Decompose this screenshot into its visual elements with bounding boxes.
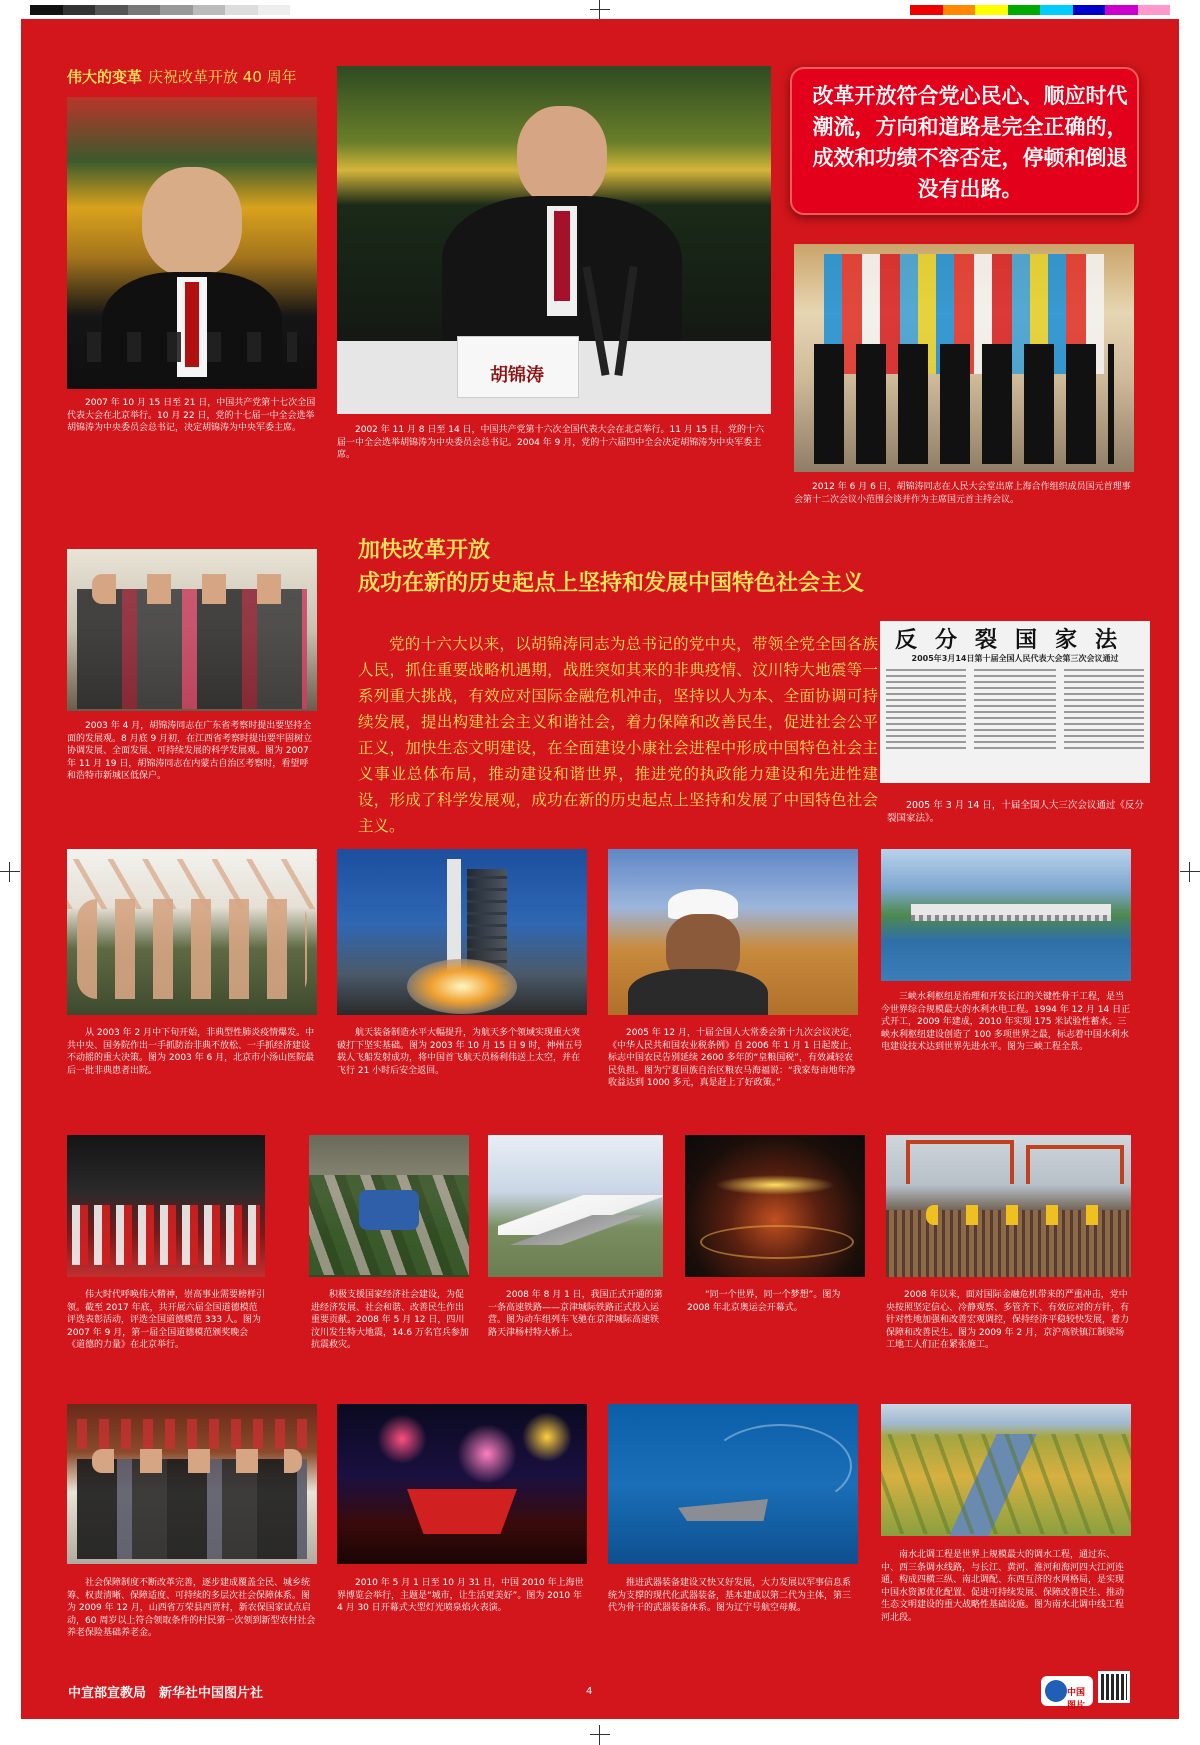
photo-hu-17th-congress bbox=[67, 97, 317, 389]
photo-sars-discharge bbox=[67, 849, 317, 1015]
caption-p2: 2002 年 11 月 8 日至 14 日，中国共产党第十六次全国代表大会在北京举行。11 月 15 日，党的十六届一中全会选举胡锦涛为中央委员会总书记。2004 年 9 月，党的十六届四中全会决定胡锦涛为中央军委主席。 bbox=[337, 425, 765, 460]
gray-registration-bar bbox=[30, 5, 290, 15]
caption-p11: 2008 年 8 月 1 日，我国正式开通的第一条高速铁路——京津城际铁路正式投入运营。图为动车组列车飞驰在京津城际高速铁路天津杨村特大桥上。 bbox=[488, 1290, 663, 1338]
photo-three-gorges-dam bbox=[881, 849, 1131, 981]
caption-p15: 2010 年 5 月 1 日至 10 月 31 日，中国 2010 年上海世界博览会举行，主题是“城市，让生活更美好”。图为 2010 年 4 月 30 日开幕式大型灯光喷泉焰火表演。 bbox=[337, 1578, 584, 1613]
newspaper-title: 反分裂国家法 bbox=[894, 627, 1135, 653]
newspaper-subtitle: 2005年3月14日第十届全国人民代表大会第三次会议通过 bbox=[911, 654, 1119, 663]
newspaper-column bbox=[886, 669, 966, 775]
quote-text: 改革开放符合党心民心、顺应时代潮流，方向和道路是完全正确的，成效和功绩不容否定，停顿和倒退没有出路。 bbox=[812, 84, 1128, 201]
qr-code-icon bbox=[1098, 1671, 1130, 1703]
photo-pension-villagers bbox=[67, 1404, 317, 1564]
caption-p14: 社会保障制度不断改革完善，逐步建成覆盖全民、城乡统筹、权责清晰、保障适度、可持续的多层次社会保障体系。图为 2009 年 12 月，山西省万荣县西贾村，新农保国家试点启动，60 周岁以上符合领取条件的村民第一次领到新型农村社会养老保险基础养老金。 bbox=[67, 1578, 316, 1638]
photo-hu-visit-family bbox=[67, 549, 317, 711]
newspaper-anti-secession-law bbox=[880, 621, 1150, 783]
caption-p17: 南水北调工程是世界上规模最大的调水工程，通过东、中、西三条调水线路，与长江、黄河、淮河和海河四大江河连通，构成四横三纵、南北调配、东西互济的水网格局，是实现中国水资源优化配置、促进可持续发展、保障改善民生、推动生态文明建设的重大战略性基础设施。图为南水北调中线工程河北段。 bbox=[881, 1550, 1125, 1623]
page-number: 4 bbox=[586, 1686, 593, 1697]
caption-p10: 积极支援国家经济社会建设，为促进经济发展、社会和谐、改善民生作出重要贡献。2008 年 5 月 12 日，四川汶川发生特大地震，14.6 万名官兵参加抗震救灾。 bbox=[311, 1290, 469, 1350]
section-headline-1: 加快改革开放 bbox=[358, 537, 491, 563]
caption-p7: 2005 年 12 月，十届全国人大常委会第十九次会议决定，《中华人民共和国农业税条例》自 2006 年 1 月 1 日起废止，标志中国农民告别延续 2600 多年的“皇粮国税”，有效减轻农民负担。图为宁夏回族自治区粮农马海福说：“我家每亩地年净收益达到 1000 多元，真是赶上了好政策。” bbox=[608, 1028, 858, 1088]
newspaper-column bbox=[1064, 669, 1144, 775]
caption-p16: 推进武器装备建设又快又好发展，大力发展以军事信息系统为支撑的现代化武器装备，基本建成以第二代为主体，第三代为骨干的武器装备体系。图为辽宁号航空母舰。 bbox=[608, 1578, 852, 1613]
photo-moral-models-ceremony bbox=[67, 1135, 265, 1277]
photo-sco-summit bbox=[794, 244, 1134, 472]
photo-shenzhou-5-launch bbox=[337, 849, 587, 1015]
caption-p9: 伟大时代呼唤伟大精神，崇高事业需要榜样引领。截至 2017 年底，共开展六届全国道德模范评选表彰活动，评选全国道德模范 333 人。图为 2007 年 9 月，第一届全国道德模范颁奖晚会《道德的力量》在北京举行。 bbox=[67, 1290, 266, 1350]
caption-p8: 三峡水利枢纽是治理和开发长江的关键性骨干工程，是当今世界综合规模最大的水利水电工程。1994 年 12 月 14 日正式开工，2009 年建成，2010 年实现 175 米试验性蓄水。三峡水利枢纽建设创造了 100 多项世界之最，标志着中国水利水电建设技术达到世界先进水平。图为三峡工程全景。 bbox=[881, 992, 1131, 1052]
crop-mark-icon bbox=[590, 0, 610, 20]
section-headline-2: 成功在新的历史起点上坚持和发展中国特色社会主义 bbox=[358, 570, 865, 596]
logo-text: 中国图片 bbox=[1067, 1688, 1086, 1711]
photo-hu-16th-congress bbox=[337, 66, 771, 414]
cnsphoto-logo-icon bbox=[1041, 1676, 1093, 1711]
photo-beijing-olympics bbox=[685, 1135, 865, 1277]
caption-p1: 2007 年 10 月 15 日至 21 日，中国共产党第十七次全国代表大会在北京举行。10 月 22 日，党的十七届一中全会选举胡锦涛为中央委员会总书记，决定胡锦涛为中央军委主席。 bbox=[67, 398, 316, 433]
newspaper-column bbox=[974, 669, 1056, 775]
header-title: 伟大的变革 bbox=[67, 68, 143, 86]
photo-south-north-water-diversion bbox=[881, 1404, 1131, 1536]
photo-earthquake-rescue bbox=[309, 1135, 469, 1277]
caption-p13: 2008 年以来，面对国际金融危机带来的严重冲击，党中央按照坚定信心、冷静观察、多管齐下、有效应对的方针，有针对性地加强和改善宏观调控，保持经济平稳较快发展，着力保障和改善民生。图为 2009 年 2 月，京沪高铁镇江制梁场工地工人们正在紧张施工。 bbox=[886, 1290, 1130, 1350]
caption-p4: 2003 年 4 月，胡锦涛同志在广东省考察时提出要坚持全面的发展观。8 月底 9 月初，在江西省考察时提出要牢固树立协调发展、全面发展、可持续发展的科学发展观。图为 2007 年 11 月 19 日，胡锦涛同志在内蒙古自治区考察时，看望呼和浩特市新城区低保户。 bbox=[67, 721, 313, 781]
caption-p6: 航天装备制造水平大幅提升，为航天多个领域实现重大突破打下坚实基础。图为 2003 年 10 月 15 日 9 时，神州五号载人飞船发射成功，将中国首飞航天员杨利伟送上太空，并在飞行 21 小时后安全返回。 bbox=[337, 1028, 583, 1076]
header bbox=[67, 66, 297, 87]
quote-box bbox=[790, 67, 1139, 215]
color-registration-bar bbox=[910, 5, 1170, 15]
publisher-credit: 中宣部宣教局 新华社中国图片社 bbox=[68, 1686, 264, 1701]
caption-p3: 2012 年 6 月 6 日，胡锦涛同志在人民大会堂出席上海合作组织成员国元首理事会第十二次会议小范围会谈并作为主席国元首主持会议。 bbox=[794, 482, 1131, 505]
photo-railway-construction bbox=[886, 1135, 1131, 1277]
poster-page bbox=[21, 19, 1179, 1719]
photo-shanghai-expo bbox=[337, 1404, 587, 1564]
crop-mark-icon bbox=[0, 862, 20, 882]
photo-farmer-harvest bbox=[608, 849, 858, 1015]
crop-mark-icon bbox=[1180, 862, 1200, 882]
caption-p5: 从 2003 年 2 月中下旬开始，非典型性肺炎疫情爆发。中共中央、国务院作出一手抓防治非典不放松、一手抓经济建设不动摇的重大决策。图为 2003 年 6 月，北京市小汤山医院最后一批非典患者出院。 bbox=[67, 1028, 315, 1076]
caption-p12: “同一个世界，同一个梦想”。图为 2008 年北京奥运会开幕式。 bbox=[687, 1290, 841, 1313]
photo-high-speed-train bbox=[488, 1135, 663, 1277]
header-subtitle: 庆祝改革开放 40 周年 bbox=[148, 68, 297, 86]
crop-mark-icon bbox=[590, 1725, 610, 1745]
nameplate-text: 胡锦涛 bbox=[490, 365, 544, 386]
photo-liaoning-carrier bbox=[608, 1404, 858, 1564]
globe-icon bbox=[1045, 1680, 1067, 1702]
section-body-text: 党的十六大以来，以胡锦涛同志为总书记的党中央，带领全党全国各族人民，抓住重要战略机遇期，战胜突如其来的非典疫情、汶川特大地震等一系列重大挑战，有效应对国际金融危机冲击，坚持以人为本、全面协调可持续发展，提出构建社会主义和谐社会，着力保障和改善民生，促进社会公平正义，加快生态文明建设，在全面建设小康社会进程中形成中国特色社会主义事业总体布局，推动建设和谐世界，推进党的执政能力建设和先进性建设，形成了科学发展观，成功在新的历史起点上坚持和发展了中国特色社会主义。 bbox=[358, 635, 878, 835]
caption-newspaper: 2005 年 3 月 14 日，十届全国人大三次会议通过《反分裂国家法》。 bbox=[887, 800, 1144, 824]
